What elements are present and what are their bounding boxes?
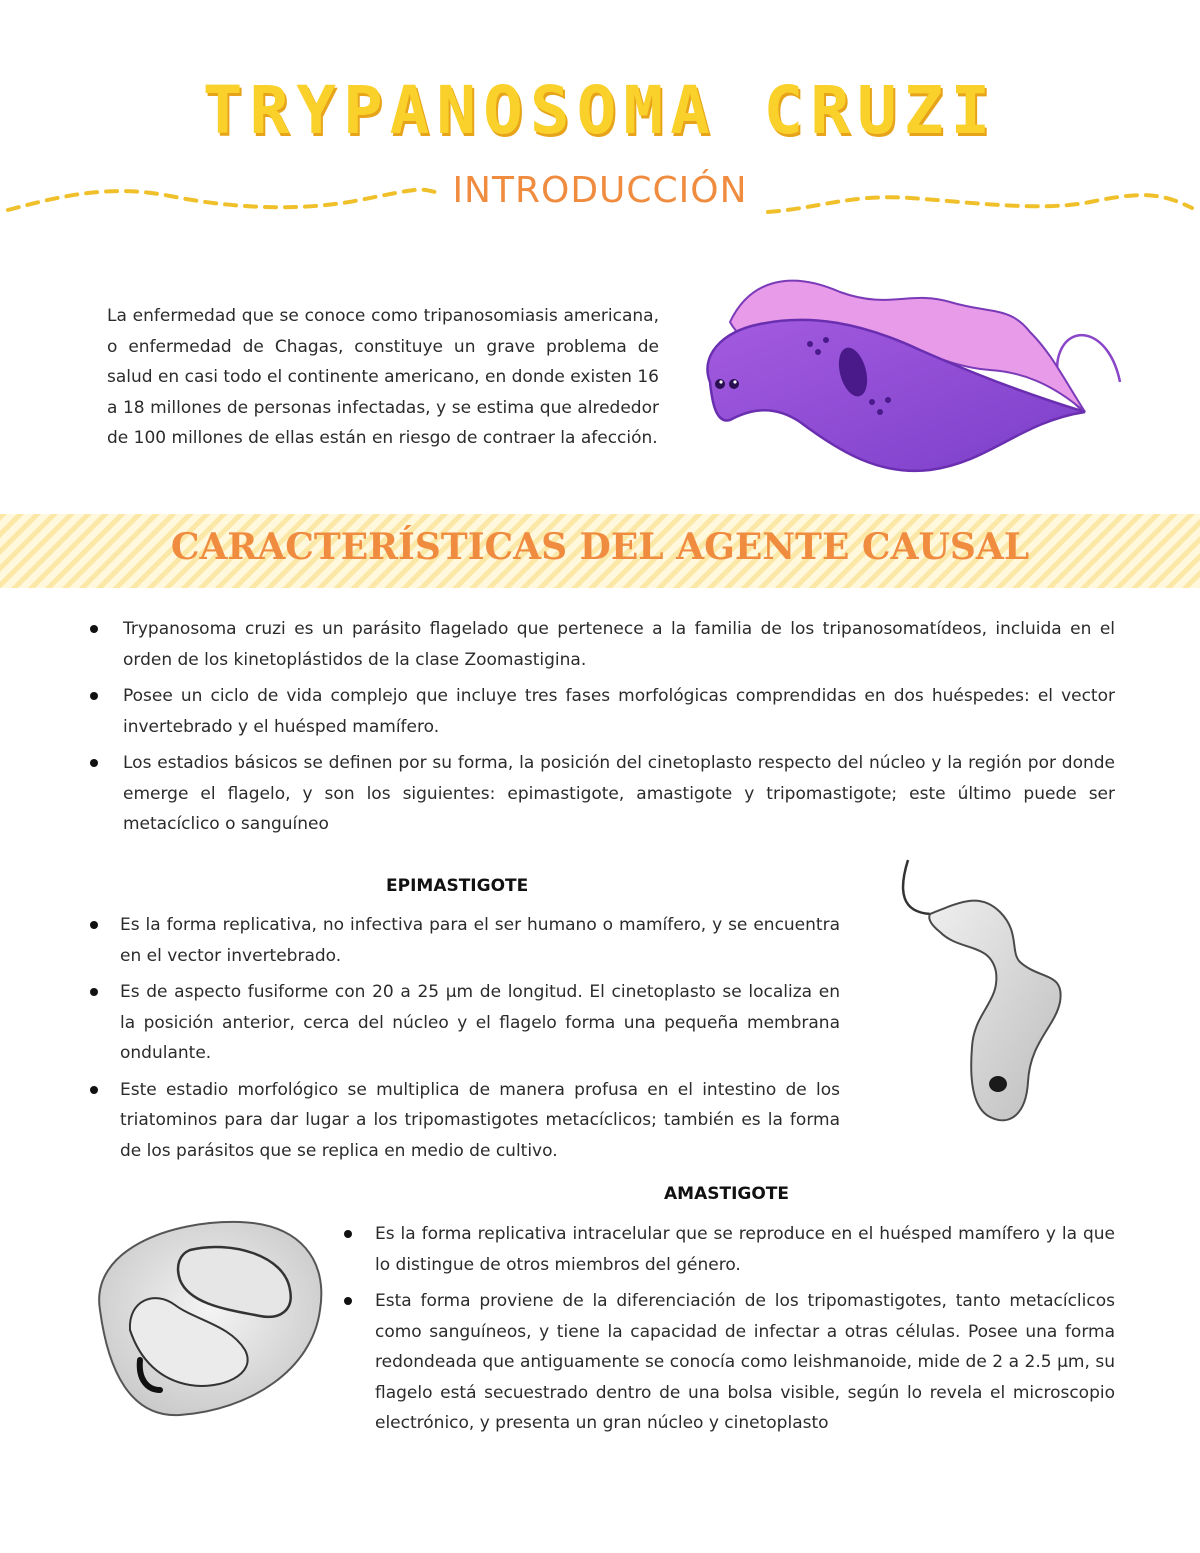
bullet-icon: [90, 1086, 98, 1094]
bullet-icon: [90, 625, 98, 633]
intro-paragraph: La enfermedad que se conoce como tripanosomiasis americana, o enfermedad de Chagas, constituye un grave problema de salud en casi todo el continente americano, en donde existen 16 a 18 millones de personas infectadas, y se estima que alrededor de 100 millones de ellas están en riesgo de contraer la afección.: [107, 306, 659, 448]
list-item-text: Esta forma proviene de la diferenciación de los tripomastigotes, tanto metacíclicos como sanguíneos, y tiene la capacidad de infectar a otras células. Posee una forma redondeada que antiguamente se conocía como leishmanoide, mide de 2 a 2.5 µm, su flagelo está secuestrado dentro de una bolsa visible, según lo revela el microscopio electrónico, y presenta un gran núcleo y cinetoplasto: [375, 1291, 1115, 1433]
list-item: [123, 681, 1115, 742]
page-title: TRYPANOSOMA CRUZI: [202, 72, 998, 149]
bullet-icon: [90, 921, 98, 929]
list-item-text: Es de aspecto fusiforme con 20 a 25 µm de longitud. El cinetoplasto se localiza en la posición anterior, cerca del núcleo y el flagelo forma una pequeña membrana ondulante.: [120, 982, 840, 1063]
list-item: [375, 1286, 1115, 1439]
amastigote-sketch: [80, 1210, 330, 1430]
wave-divider-right: [760, 178, 1200, 218]
section-subtitle-introduccion: INTRODUCCIÓN: [452, 170, 748, 211]
list-item: [120, 910, 840, 971]
epimastigote-sketch: [890, 852, 1080, 1132]
list-item-text: Los estadios básicos se definen por su forma, la posición del cinetoplasto respecto del núcleo y la región por donde emerge el flagelo, y son los siguientes: epimastigote, amastigote y tripomastigote; este último puede ser metacíclico o sanguíneo: [123, 753, 1115, 834]
characteristics-list: [123, 614, 1115, 840]
list-item-text: Posee un ciclo de vida complejo que incluye tres fases morfológicas comprendidas en dos huéspedes: el vector invertebrado y el huésped mamífero.: [123, 686, 1115, 737]
list-item-text: Es la forma replicativa intracelular que se reproduce en el huésped mamífero y la que lo distingue de otros miembros del género.: [375, 1224, 1115, 1275]
bullet-icon: [344, 1297, 352, 1305]
bullet-icon: [90, 759, 98, 767]
epimastigote-list: [120, 910, 840, 1166]
list-item-text: Este estadio morfológico se multiplica de manera profusa en el intestino de los triatominos para dar lugar a los tripomastigotes metacíclicos; también es la forma de los parásitos que se replica en medio de cultivo.: [120, 1079, 840, 1161]
bullet-icon: [90, 988, 98, 996]
amastigote-heading: AMASTIGOTE: [664, 1184, 790, 1204]
list-item-text: Trypanosoma cruzi es un parásito flagelado que pertenece a la familia de los tripanosomatídeos, incluida en el orden de los kinetoplástidos de la clase Zoomastigina.: [123, 619, 1115, 670]
amastigote-list: [375, 1219, 1115, 1439]
section-heading-caracteristicas: CARACTERÍSTICAS DEL AGENTE CAUSAL: [170, 526, 1030, 568]
list-item: [120, 977, 840, 1069]
list-item: [123, 748, 1115, 840]
epimastigote-heading: EPIMASTIGOTE: [386, 876, 529, 896]
bullet-icon: [344, 1230, 352, 1238]
list-item: [123, 614, 1115, 675]
list-item-text: Es la forma replicativa, no infectiva para el ser humano o mamífero, y se encuentra en el vector invertebrado.: [120, 915, 840, 966]
list-item: [375, 1219, 1115, 1280]
list-item: [120, 1075, 840, 1167]
bullet-icon: [90, 692, 98, 700]
trypanosome-illustration: [690, 262, 1130, 482]
